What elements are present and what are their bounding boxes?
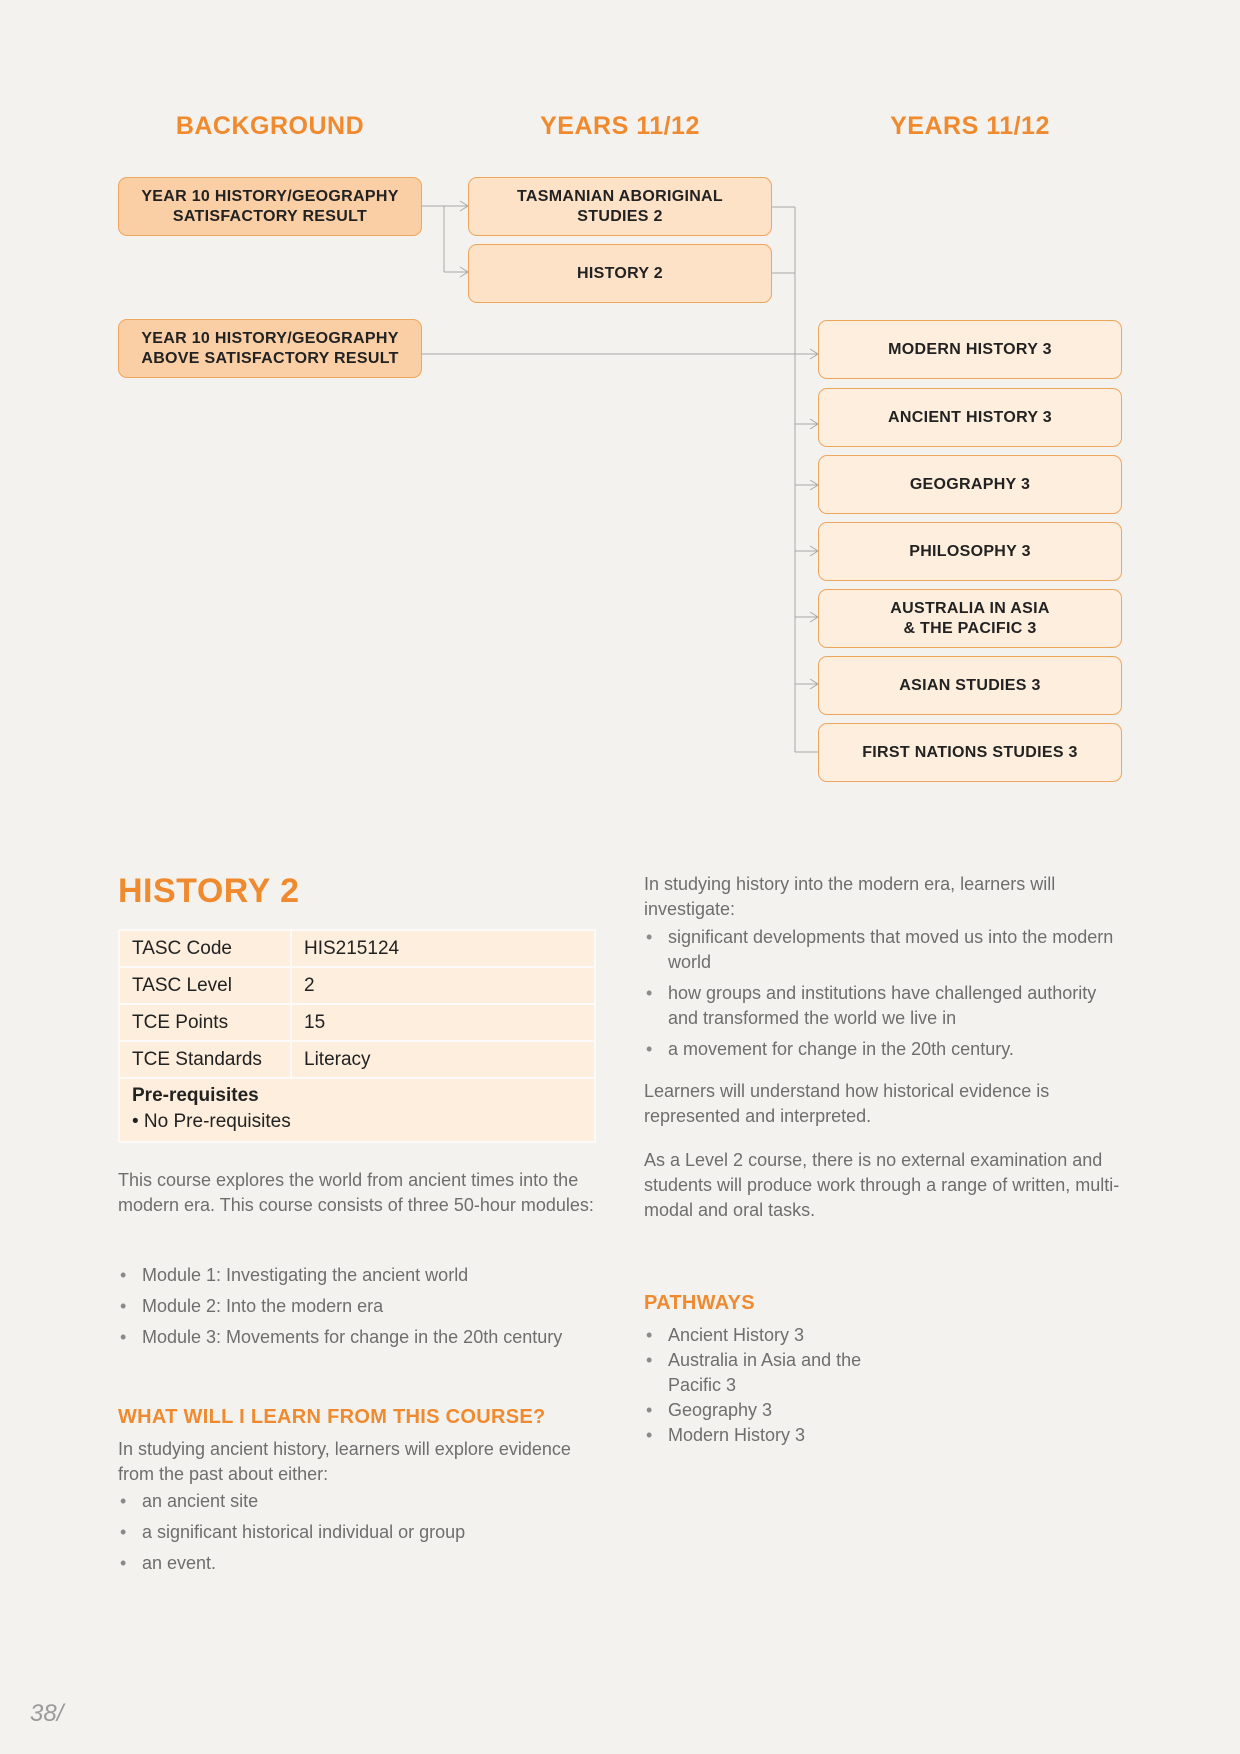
list-item: • Geography 3 — [644, 1398, 884, 1423]
column-header-years-11-12-a: YEARS 11/12 — [540, 112, 700, 140]
fact-value: 2 — [291, 967, 595, 1004]
table-row — [119, 967, 595, 1004]
column-header-years-11-12-b: YEARS 11/12 — [890, 112, 1050, 140]
course-box-geography-3: GEOGRAPHY 3 — [818, 455, 1122, 514]
course-intro: This course explores the world from ancient times into the modern era. This course consists of three 50-hour modules: — [118, 1170, 594, 1215]
course-box-tasmanian-aboriginal-studies-2: TASMANIAN ABORIGINAL STUDIES 2 — [468, 177, 772, 236]
course-box-asian-studies-3: ASIAN STUDIES 3 — [818, 656, 1122, 715]
fact-value: 15 — [291, 1004, 595, 1041]
list-item: • a movement for change in the 20th century. — [644, 1037, 1124, 1062]
list-item: • significant developments that moved us into the modern world — [644, 925, 1124, 975]
table-row — [119, 1078, 595, 1142]
course-facts-table — [118, 929, 596, 1143]
column-header-background: BACKGROUND — [175, 112, 365, 140]
modern-intro: In studying history into the modern era, learners will investigate: — [644, 874, 1056, 919]
course-box-modern-history-3: MODERN HISTORY 3 — [818, 320, 1122, 379]
pathways-heading: PATHWAYS — [644, 1292, 755, 1314]
list-item: • a significant historical individual or group — [118, 1520, 598, 1545]
list-item: • an ancient site — [118, 1489, 598, 1514]
list-item: • Module 3: Movements for change in the 20th century — [118, 1325, 598, 1350]
pathways-list — [644, 1323, 884, 1448]
background-box-satisfactory: YEAR 10 HISTORY/GEOGRAPHY SATISFACTORY RESULT — [118, 177, 422, 236]
assessment-text: As a Level 2 course, there is no external examination and students will produce work through a range of written, multi-modal and oral tasks. — [644, 1150, 1120, 1220]
modern-list — [644, 925, 1124, 1062]
prerequisites-item: • No Pre-requisites — [132, 1111, 291, 1132]
prerequisites-title: Pre-requisites — [132, 1085, 259, 1106]
course-box-history-2: HISTORY 2 — [468, 244, 772, 303]
course-box-ancient-history-3: ANCIENT HISTORY 3 — [818, 388, 1122, 447]
list-item: • Australia in Asia and the Pacific 3 — [644, 1348, 884, 1398]
list-item: • an event. — [118, 1551, 598, 1576]
list-item: • Module 2: Into the modern era — [118, 1294, 598, 1319]
background-box-above-satisfactory: YEAR 10 HISTORY/GEOGRAPHY ABOVE SATISFACTORY RESULT — [118, 319, 422, 378]
course-box-australia-in-asia-pacific-3: AUSTRALIA IN ASIA & THE PACIFIC 3 — [818, 589, 1122, 648]
fact-label: TCE Points — [119, 1004, 291, 1041]
fact-value: Literacy — [291, 1041, 595, 1078]
ancient-list — [118, 1489, 598, 1576]
page-number: 38/ — [30, 1700, 64, 1727]
table-row — [119, 930, 595, 967]
fact-value: HIS215124 — [291, 930, 595, 967]
list-item: • Modern History 3 — [644, 1423, 884, 1448]
list-item: • how groups and institutions have challenged authority and transformed the world we live in — [644, 981, 1124, 1031]
table-row — [119, 1041, 595, 1078]
fact-label: TCE Standards — [119, 1041, 291, 1078]
module-list — [118, 1263, 598, 1350]
fact-label: TASC Level — [119, 967, 291, 1004]
course-title: HISTORY 2 — [118, 872, 300, 910]
course-box-first-nations-studies-3: FIRST NATIONS STUDIES 3 — [818, 723, 1122, 782]
course-box-philosophy-3: PHILOSOPHY 3 — [818, 522, 1122, 581]
prerequisites-cell — [119, 1078, 595, 1142]
learn-heading: WHAT WILL I LEARN FROM THIS COURSE? — [118, 1406, 546, 1428]
fact-label: TASC Code — [119, 930, 291, 967]
list-item: • Ancient History 3 — [644, 1323, 884, 1348]
evidence-text: Learners will understand how historical evidence is represented and interpreted. — [644, 1081, 1050, 1126]
table-row — [119, 1004, 595, 1041]
ancient-intro: In studying ancient history, learners will explore evidence from the past about either: — [118, 1439, 571, 1484]
list-item: • Module 1: Investigating the ancient world — [118, 1263, 598, 1288]
